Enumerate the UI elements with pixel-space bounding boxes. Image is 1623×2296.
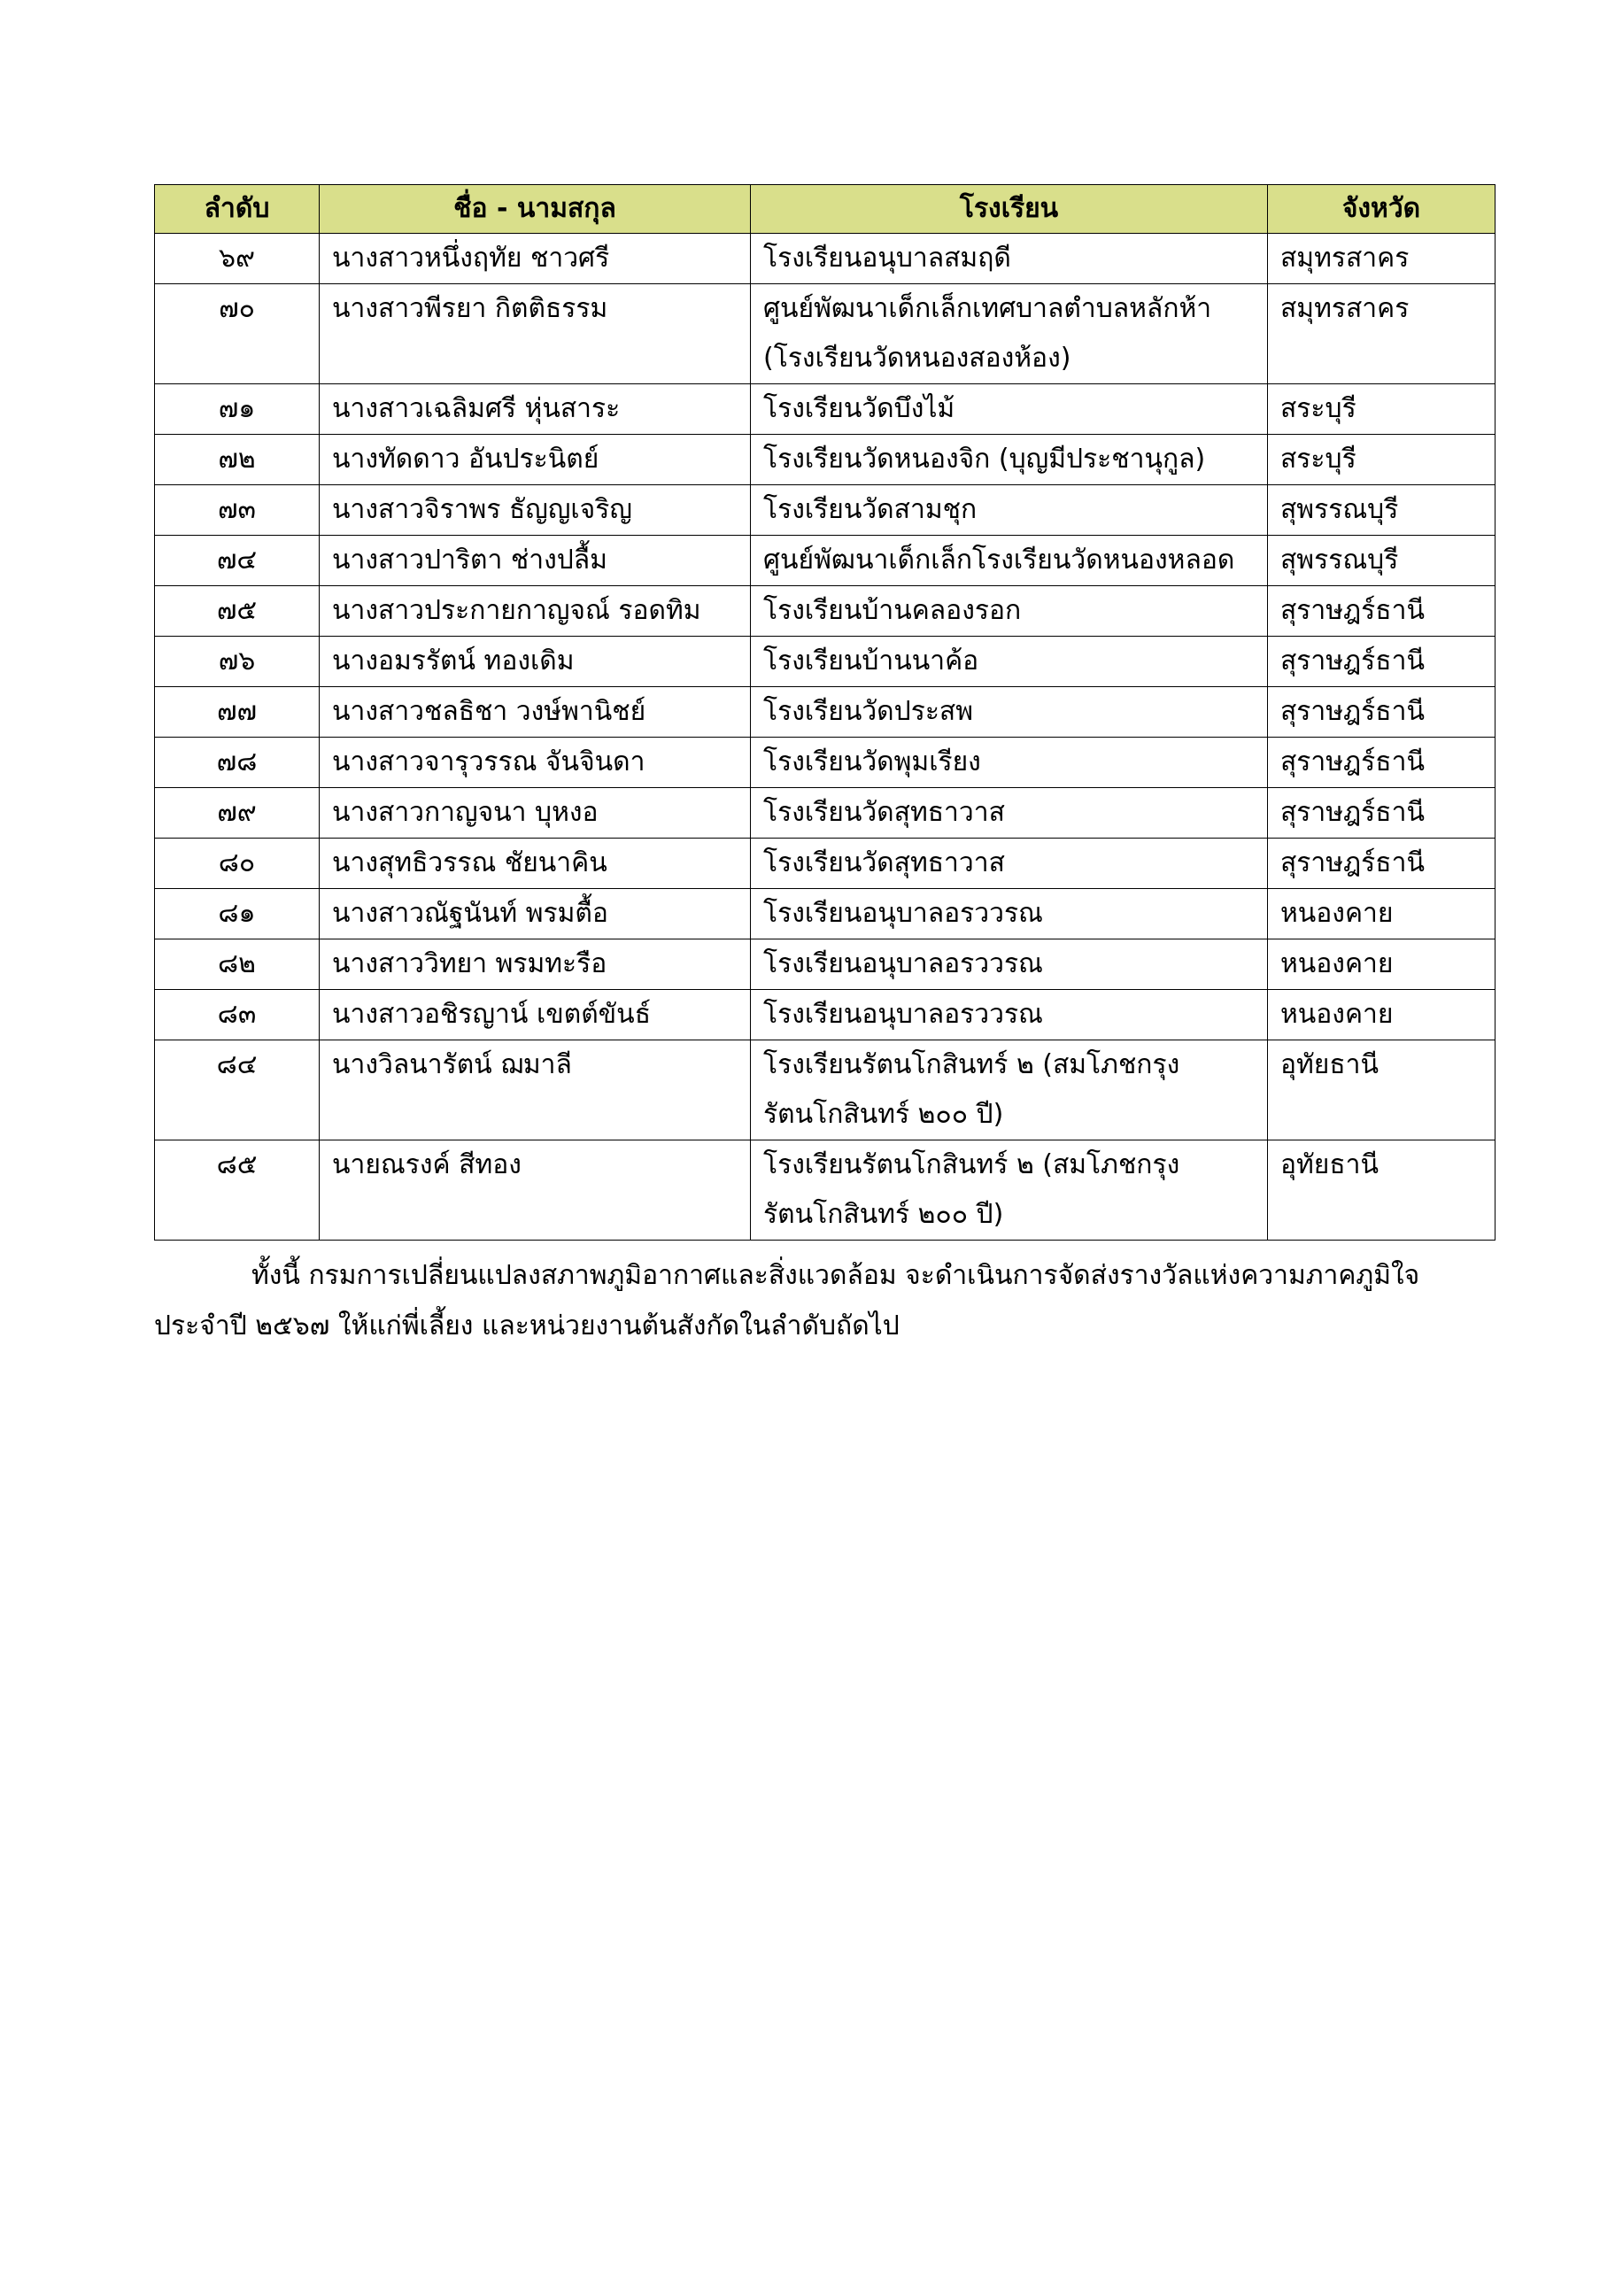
school-line: (โรงเรียนวัดหนองสองห้อง) [763, 343, 1071, 374]
cell-province: สุราษฎร์ธานี [1268, 839, 1495, 889]
cell-name: นายณรงค์ สีทอง [320, 1140, 751, 1241]
school-line: โรงเรียนวัดประสพ [763, 696, 974, 727]
table-row [155, 384, 1495, 435]
cell-school [751, 586, 1268, 637]
cell-province: สุราษฎร์ธานี [1268, 738, 1495, 788]
table-row [155, 637, 1495, 687]
cell-school [751, 788, 1268, 839]
table-row [155, 889, 1495, 939]
table-row [155, 1140, 1495, 1241]
school-line: โรงเรียนวัดสามชุก [763, 494, 978, 525]
cell-order: ๗๒ [155, 435, 320, 485]
school-line: โรงเรียนอนุบาลอรววรณ [763, 948, 1043, 979]
school-line: โรงเรียนอนุบาลอรววรณ [763, 999, 1043, 1030]
cell-name: นางสาวพีรยา กิตติธรรม [320, 284, 751, 384]
cell-order: ๘๑ [155, 889, 320, 939]
cell-school [751, 990, 1268, 1040]
cell-name: นางสาวณัฐนันท์ พรมตื้อ [320, 889, 751, 939]
table-row [155, 435, 1495, 485]
school-line: โรงเรียนวัดบึงไม้ [763, 393, 955, 424]
cell-province: สุราษฎร์ธานี [1268, 687, 1495, 738]
cell-province: สุพรรณบุรี [1268, 485, 1495, 536]
closing-line-2: ประจำปี ๒๕๖๗ ให้แก่พี่เลี้ยง และหน่วยงานต้นสังกัดในลำดับถัดไป [154, 1310, 900, 1341]
cell-province: หนองคาย [1268, 990, 1495, 1040]
cell-order: ๗๔ [155, 536, 320, 586]
table-row [155, 1040, 1495, 1140]
cell-province: สมุทรสาคร [1268, 284, 1495, 384]
cell-name: นางสาวจารุวรรณ จันจินดา [320, 738, 751, 788]
table-row [155, 586, 1495, 637]
cell-school [751, 234, 1268, 284]
table-row [155, 234, 1495, 284]
cell-province: อุทัยธานี [1268, 1040, 1495, 1140]
closing-paragraph [154, 1250, 1495, 1351]
table-row [155, 284, 1495, 384]
cell-name: นางสาวปาริตา ช่างปลื้ม [320, 536, 751, 586]
cell-province: หนองคาย [1268, 889, 1495, 939]
table-row [155, 839, 1495, 889]
school-line: โรงเรียนรัตนโกสินทร์ ๒ (สมโภชกรุง [763, 1149, 1180, 1180]
closing-line-1: ทั้งนี้ กรมการเปลี่ยนแปลงสภาพภูมิอากาศและสิ่งแวดล้อม จะดำเนินการจัดส่งรางวัลแห่งความภาคภูมิใจ [251, 1260, 1420, 1291]
cell-school [751, 839, 1268, 889]
school-line: รัตนโกสินทร์ ๒๐๐ ปี) [763, 1099, 1004, 1130]
cell-province: สระบุรี [1268, 435, 1495, 485]
cell-order: ๖๙ [155, 234, 320, 284]
school-line: โรงเรียนอนุบาลอรววรณ [763, 898, 1043, 929]
cell-order: ๘๒ [155, 939, 320, 990]
table-body [155, 234, 1495, 1241]
cell-name: นางวิลนารัตน์ ฌมาลี [320, 1040, 751, 1140]
cell-province: สุราษฎร์ธานี [1268, 788, 1495, 839]
table-row [155, 687, 1495, 738]
school-line: โรงเรียนรัตนโกสินทร์ ๒ (สมโภชกรุง [763, 1049, 1180, 1080]
cell-name: นางทัดดาว อันประนิตย์ [320, 435, 751, 485]
cell-name: นางสาวจิราพร ธัญญเจริญ [320, 485, 751, 536]
school-line: ศูนย์พัฒนาเด็กเล็กโรงเรียนวัดหนองหลอด [763, 545, 1235, 576]
school-line: โรงเรียนวัดสุทธาวาส [763, 797, 1005, 828]
cell-province: หนองคาย [1268, 939, 1495, 990]
cell-school [751, 536, 1268, 586]
school-line: โรงเรียนอนุบาลสมฤดี [763, 243, 1011, 274]
school-line: โรงเรียนวัดหนองจิก (บุญมีประชานุกูล) [763, 444, 1206, 475]
table-row [155, 939, 1495, 990]
cell-order: ๗๑ [155, 384, 320, 435]
table-row [155, 738, 1495, 788]
school-line: โรงเรียนวัดสุทธาวาส [763, 847, 1005, 878]
cell-name: นางสาวอชิรญาน์ เขตต์ขันธ์ [320, 990, 751, 1040]
cell-name: นางสาวชลธิชา วงษ์พานิชย์ [320, 687, 751, 738]
table-row [155, 788, 1495, 839]
cell-order: ๗๕ [155, 586, 320, 637]
school-line: ศูนย์พัฒนาเด็กเล็กเทศบาลตำบลหลักห้า [763, 293, 1212, 324]
school-line: โรงเรียนบ้านนาค้อ [763, 646, 979, 676]
table-row [155, 990, 1495, 1040]
school-line: โรงเรียนบ้านคลองรอก [763, 595, 1022, 626]
cell-province: สุพรรณบุรี [1268, 536, 1495, 586]
cell-school [751, 485, 1268, 536]
cell-order: ๗๓ [155, 485, 320, 536]
cell-school [751, 687, 1268, 738]
cell-order: ๘๕ [155, 1140, 320, 1241]
awards-table [154, 184, 1495, 1241]
school-line: โรงเรียนวัดพุมเรียง [763, 746, 981, 777]
cell-order: ๗๖ [155, 637, 320, 687]
header-school: โรงเรียน [751, 185, 1268, 234]
cell-school [751, 384, 1268, 435]
cell-province: สระบุรี [1268, 384, 1495, 435]
cell-school [751, 738, 1268, 788]
cell-school [751, 637, 1268, 687]
cell-province: อุทัยธานี [1268, 1140, 1495, 1241]
cell-name: นางอมรรัตน์ ทองเดิม [320, 637, 751, 687]
cell-school [751, 1040, 1268, 1140]
cell-school [751, 435, 1268, 485]
cell-order: ๗๗ [155, 687, 320, 738]
cell-order: ๘๓ [155, 990, 320, 1040]
cell-order: ๗๐ [155, 284, 320, 384]
cell-order: ๘๔ [155, 1040, 320, 1140]
cell-province: สุราษฎร์ธานี [1268, 586, 1495, 637]
cell-school [751, 939, 1268, 990]
table-row [155, 536, 1495, 586]
header-province: จังหวัด [1268, 185, 1495, 234]
cell-name: นางสาววิทยา พรมทะรือ [320, 939, 751, 990]
cell-name: นางสาวประกายกาญจณ์ รอดทิม [320, 586, 751, 637]
cell-order: ๗๙ [155, 788, 320, 839]
cell-province: สมุทรสาคร [1268, 234, 1495, 284]
cell-province: สุราษฎร์ธานี [1268, 637, 1495, 687]
cell-order: ๗๘ [155, 738, 320, 788]
cell-school [751, 889, 1268, 939]
cell-school [751, 284, 1268, 384]
cell-name: นางสาวหนึ่งฤทัย ชาวศรี [320, 234, 751, 284]
table-row [155, 485, 1495, 536]
header-name: ชื่อ - นามสกุล [320, 185, 751, 234]
cell-name: นางสาวเฉลิมศรี หุ่นสาระ [320, 384, 751, 435]
school-line: รัตนโกสินทร์ ๒๐๐ ปี) [763, 1199, 1004, 1230]
cell-name: นางสุทธิวรรณ ชัยนาคิน [320, 839, 751, 889]
table-header-row [155, 185, 1495, 234]
cell-school [751, 1140, 1268, 1241]
header-order: ลำดับ [155, 185, 320, 234]
cell-order: ๘๐ [155, 839, 320, 889]
cell-name: นางสาวกาญจนา บุหงอ [320, 788, 751, 839]
